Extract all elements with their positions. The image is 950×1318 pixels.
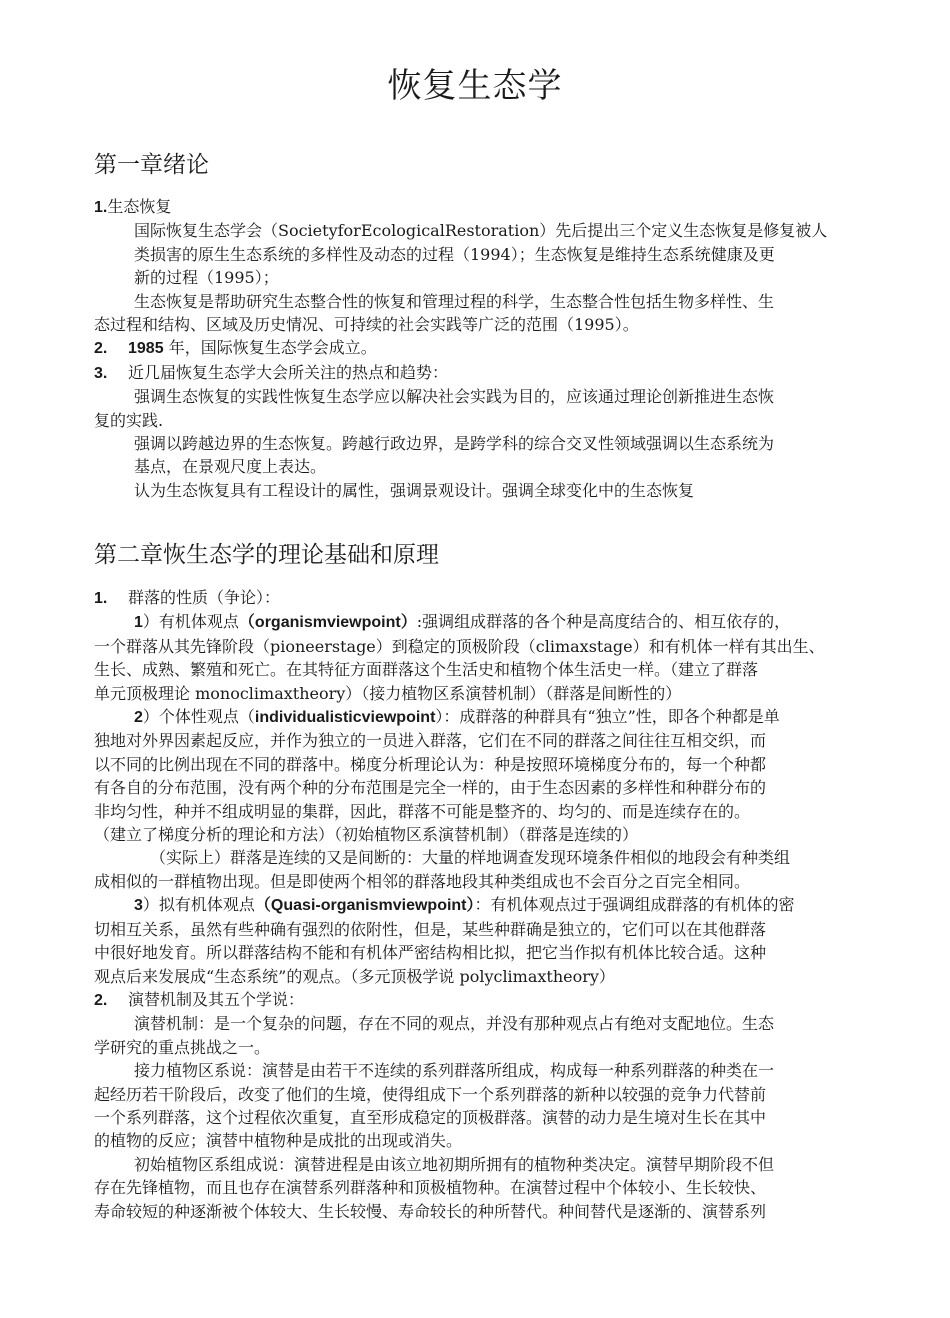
view-3-prefix: ）拟有机体观点 [142, 895, 255, 915]
ch1-item-3-text: 近几届恢复生态学大会所关注的热点和趋势： [128, 362, 449, 382]
view-1-rest: :强调组成群落的各个种是高度结合的、相互依存的， [416, 612, 791, 632]
ch2-item-1-text: 群落的性质（争论）： [128, 588, 281, 607]
ch1-p4-line-2: 基点，在景观尺度上表达。 [134, 457, 327, 477]
view-3-rest: ：有机体观点过于强调组成群落的有机体的密 [474, 895, 795, 915]
ch1-p2-line-2: 态过程和结构、区域及历史情况、可持续的社会实践等广泛的范围（1995）。 [94, 315, 639, 335]
view-1-line: 一个群落从其先锋阶段（pioneerstage）到稳定的顶极阶段（climaxstage）和有机体一样有其出生、 [94, 636, 825, 656]
ch2-item-2-label: 2. [94, 991, 108, 1009]
ch1-p4-line-3: 认为生态恢复具有工程设计的属性，强调景观设计。强调全球变化中的生态恢复 [134, 480, 695, 500]
view-1-prefix: ）有机体观点 [142, 612, 239, 632]
chapter-2-body [94, 586, 894, 1223]
relay-floristics-line: 的植物的反应；演替中植物种是成批的出现或消失。 [94, 1131, 463, 1151]
view-2-rest: ）：成群落的种群具有“独立”性，即各个种都是单 [435, 707, 780, 727]
mechanism-line: 演替机制：是一个复杂的问题，存在不同的观点，并没有那种观点占有绝对支配地位。生态 [134, 1014, 775, 1034]
ch1-item-3 [94, 361, 894, 385]
view-2-number: 2 [134, 709, 143, 727]
ch2-view-2-intro [94, 705, 894, 729]
ch1-p1-line-1: 国际恢复生态学会（SocietyforEcologicalRestoration）先后提出三个定义生态恢复是修复被人 [134, 221, 828, 241]
ch1-item-3-label: 3. [94, 364, 108, 382]
view-3-line: 观点后来发展成“生态系统”的观点。（多元顶极学说 polyclimaxtheory） [94, 966, 615, 986]
ch1-item-2 [94, 336, 894, 360]
initial-floristics-line: 寿命较短的种逐渐被个体较大、生长较慢、寿命较长的种所替代。种间替代是逐渐的、演替系列 [94, 1201, 767, 1221]
chapter-1-body [94, 195, 894, 502]
initial-floristics-line: 初始植物区系组成说：演替进程是由该立地初期所拥有的植物种类决定。演替早期阶段不但 [134, 1154, 775, 1174]
ch2-item-2 [94, 988, 894, 1012]
view-2-line: （建立了梯度分析的理论和方法）（初始植物区系演替机制）（群落是连续的） [94, 825, 639, 845]
ch1-item-2-text: 年，国际恢复生态学会成立。 [168, 338, 377, 358]
view-1-line: 单元顶极理论 monoclimaxtheory）（接力植物区系演替机制）（群落是间断性的） [94, 683, 682, 703]
actual-line: （实际上）群落是连续的又是间断的：大量的样地调查发现环境条件相似的地段会有种类组 [150, 848, 791, 868]
ch2-view-3-intro [94, 893, 894, 917]
ch1-p2-line-1: 生态恢复是帮助研究生态整合性的恢复和管理过程的科学，生态整合性包括生物多样性、生 [134, 291, 775, 311]
mechanism-line: 学研究的重点挑战之一。 [94, 1037, 271, 1057]
ch2-view-1-intro [94, 610, 894, 634]
document-title: 恢复生态学 [387, 66, 563, 106]
ch1-p4-line-1: 强调以跨越边界的生态恢复。跨越行政边界，是跨学科的综合交叉性领域强调以生态系统为 [134, 434, 775, 454]
relay-floristics-line: 一个系列群落，这个过程依次重复，直至形成稳定的顶极群落。演替的动力是生境对生长在其中 [94, 1107, 767, 1127]
chapter-2-heading: 第二章恢生态学的理论基础和原理 [94, 542, 439, 568]
initial-floristics-line: 存在先锋植物，而且也存在演替系列群落种和顶极植物种。在演替过程中个体较小、生长较快、 [94, 1178, 767, 1198]
ch1-item-2-year: 1985 [128, 340, 164, 358]
ch2-item-1 [94, 586, 894, 610]
view-3-term: （Quasi-organismviewpoint） [254, 897, 475, 915]
view-2-prefix: ）个体性观点（ [142, 707, 255, 727]
ch1-p1-line-3: 新的过程（1995）； [134, 268, 279, 288]
view-3-line: 切相互关系，虽然有些种确有强烈的依附性，但是，某些种群确是独立的，它们可以在其他群落 [94, 919, 767, 939]
view-3-line: 中很好地发育。所以群落结构不能和有机体严密结构相比拟，把它当作拟有机体比较合适。这种 [94, 943, 767, 963]
view-3-number: 3 [134, 897, 143, 915]
view-2-line: 非均匀性，种并不组成明显的集群，因此，群落不可能是整齐的、均匀的、而是连续存在的。 [94, 801, 751, 821]
ch1-item-1-title: 生态恢复 [107, 197, 172, 216]
ch1-p3-line-2: 复的实践. [94, 410, 164, 430]
ch1-item-1 [94, 195, 894, 219]
ch1-p1-line-2: 类损害的原生生态系统的多样性及动态的过程（1994）；生态恢复是维持生态系统健康及更 [134, 244, 775, 264]
relay-floristics-line: 起经历若干阶段后，改变了他们的生境，使得组成下一个系列群落的新种以较强的竞争力代替前 [94, 1084, 767, 1104]
ch1-item-1-label: 1. [94, 199, 108, 216]
ch1-p3-line-1: 强调生态恢复的实践性恢复生态学应以解决社会实践为目的，应该通过理论创新推进生态恢 [134, 387, 775, 407]
view-2-term: individualisticviewpoint [254, 709, 436, 727]
chapter-1-heading: 第一章绪论 [94, 152, 209, 178]
view-2-line: 独地对外界因素起反应，并作为独立的一员进入群落，它们在不同的群落之间往往互相交织，而 [94, 731, 767, 751]
actual-line: 成相似的一群植物出现。但是即使两个相邻的群落地段其种类组成也不会百分之百完全相同。 [94, 871, 751, 891]
view-1-number: 1 [134, 614, 143, 632]
view-2-line: 以不同的比例出现在不同的群落中。梯度分析理论认为：种是按照环境梯度分布的，每一个种都 [94, 754, 767, 774]
ch2-item-2-text: 演替机制及其五个学说： [128, 989, 305, 1009]
relay-floristics-line: 接力植物区系说：演替是由若干不连续的系列群落所组成，构成每一种系列群落的种类在一 [134, 1061, 775, 1081]
view-2-line: 有各自的分布范围，没有两个种的分布范围是完全一样的，由于生态因素的多样性和种群分布的 [94, 778, 767, 798]
ch2-item-1-label: 1. [94, 590, 108, 607]
ch1-item-2-label: 2. [94, 340, 108, 358]
view-1-term: （organismviewpoint） [238, 614, 417, 632]
view-1-line: 生长、成熟、繁殖和死亡。在其特征方面群落这个生活史和植物个体生活史一样。（建立了群落 [94, 660, 759, 680]
